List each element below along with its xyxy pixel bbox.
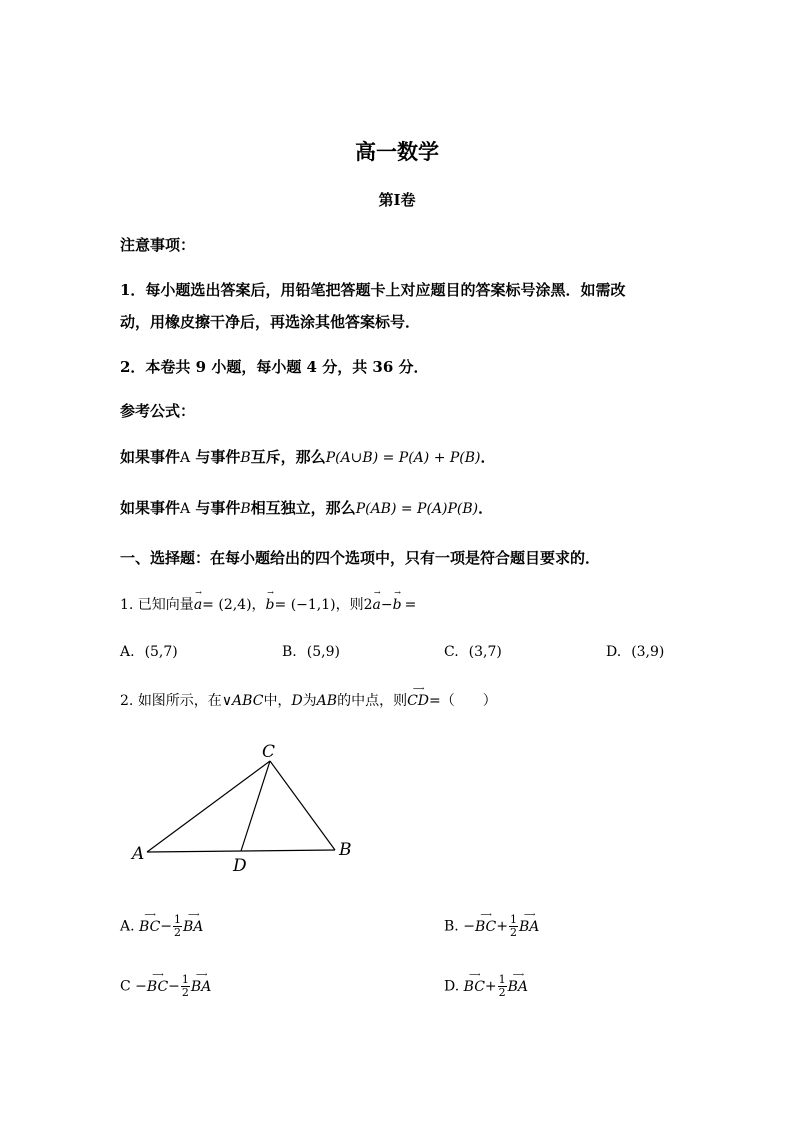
q1-expr-coef: 2	[363, 597, 373, 613]
vector-arrow-icon: ⟶	[187, 909, 199, 919]
q2-vector-cd: ⟶ CD	[407, 684, 430, 709]
segment-cd	[241, 761, 270, 851]
vector-arrow-icon: ⟶	[523, 909, 535, 919]
q1-separator: ，	[251, 597, 266, 613]
q2-text-4: 的中点，则	[337, 693, 408, 709]
q2-option-b[interactable]: B. − ⟶ BC+ $\frac{1}{2}$ ⟶ BA	[444, 909, 540, 939]
section-1-heading: 一、选择题：在每小题给出的四个选项中，只有一项是符合题目要求的．	[120, 549, 601, 567]
label-a: A	[132, 844, 145, 864]
notice-2: 2．本卷共 9 小题，每小题 4 分，共 36 分．	[120, 358, 429, 376]
q2-text-3: 为	[302, 693, 317, 709]
question-2	[120, 684, 497, 710]
q1-vector-b-value: = (−1,1)	[274, 597, 336, 613]
q1-number: 1.	[120, 597, 134, 613]
q2-option-a[interactable]: A. ⟶ BC− $\frac{1}{2}$ ⟶ BA	[120, 909, 204, 939]
vector-arrow-icon: ⟶	[469, 969, 480, 979]
formula-2-event-a: A	[180, 501, 191, 517]
q2-text-5: =（ ）	[429, 693, 497, 709]
q1-expr-minus: −	[380, 597, 393, 613]
formula-1-end: ．	[480, 448, 496, 466]
formula-2-mid: 与事件	[190, 499, 241, 517]
formula-1-event-b: B	[240, 450, 251, 466]
q2-option-d[interactable]: D. ⟶ BC+ $\frac{1}{2}$ ⟶ BA	[444, 969, 529, 999]
q1-text-1: 已知向量	[137, 597, 194, 613]
triangle-figure	[120, 735, 370, 880]
formula-1-mid: 与事件	[190, 448, 241, 466]
formula-1-relation: 互斥，那么	[250, 448, 326, 466]
q1-option-b[interactable]: B. (5,9)	[282, 644, 340, 660]
formula-2-prefix: 如果事件	[120, 499, 181, 517]
formula-2-relation: 相互独立，那么	[250, 499, 356, 517]
question-1	[120, 588, 417, 614]
formula-2-expression: P(AB) = P(A)P(B)	[355, 501, 479, 517]
q1-vector-b: → b	[265, 588, 275, 613]
vector-arrow-icon: →	[394, 588, 400, 597]
q1-option-d[interactable]: D. (3,9)	[606, 644, 665, 660]
q1-expr-vector-a: → a	[372, 588, 381, 613]
formula-2-end: ．	[478, 499, 494, 517]
vector-arrow-icon: ⟶	[512, 969, 524, 979]
q1-option-c[interactable]: C. (3,7)	[444, 644, 502, 660]
formula-1	[120, 446, 496, 467]
vector-arrow-icon: →	[267, 588, 273, 597]
segment-bc	[270, 761, 335, 850]
formula-heading: 参考公式：	[120, 402, 196, 420]
formula-2	[120, 497, 493, 518]
notice-heading: 注意事项：	[120, 236, 196, 254]
segment-ac	[147, 761, 270, 852]
label-b: B	[339, 840, 352, 860]
vector-arrow-icon: ⟶	[195, 969, 207, 979]
q2-text-2: 中，	[263, 693, 292, 709]
page-title: 高一数学	[355, 139, 439, 164]
q2-triangle: ∨ABC	[221, 693, 264, 709]
vector-arrow-icon: ⟶	[152, 969, 163, 979]
q1-expr-equals: =	[404, 597, 417, 613]
notice-1-line-1: 1．每小题选出答案后，用铅笔把答题卡上对应题目的答案标号涂黑．如需改	[120, 281, 626, 299]
vector-arrow-icon: ⟶	[480, 909, 491, 919]
notice-1-line-2: 动，用橡皮擦干净后，再选涂其他答案标号．	[120, 313, 421, 331]
formula-1-expression: P(A∪B) = P(A) + P(B)	[325, 450, 481, 466]
q1-vector-a-value: = (2,4)	[202, 597, 252, 613]
formula-2-event-b: B	[240, 501, 251, 517]
q2-point-d: D	[291, 693, 303, 709]
vector-arrow-icon: →	[195, 588, 201, 597]
q1-vector-a: → a	[193, 588, 203, 613]
q1-expr-vector-b: → b	[392, 588, 402, 613]
vector-arrow-icon: →	[373, 588, 380, 597]
q1-option-a[interactable]: A. (5,7)	[120, 644, 178, 660]
vector-arrow-icon: ⟶	[144, 909, 155, 919]
label-c: C	[262, 742, 276, 762]
label-d: D	[233, 856, 247, 876]
formula-1-event-a: A	[180, 450, 191, 466]
q1-text-2: ，则	[335, 597, 364, 613]
formula-1-prefix: 如果事件	[120, 448, 181, 466]
q2-text-1: 如图所示，在	[137, 693, 222, 709]
vector-arrow-icon: ⟶	[412, 684, 424, 693]
q2-segment-ab: AB	[316, 693, 338, 709]
q2-option-c[interactable]: C − ⟶ BC− $\frac{1}{2}$ ⟶ BA	[120, 969, 212, 999]
paper-subtitle: 第Ⅰ卷	[378, 191, 416, 209]
q2-number: 2.	[120, 693, 134, 709]
